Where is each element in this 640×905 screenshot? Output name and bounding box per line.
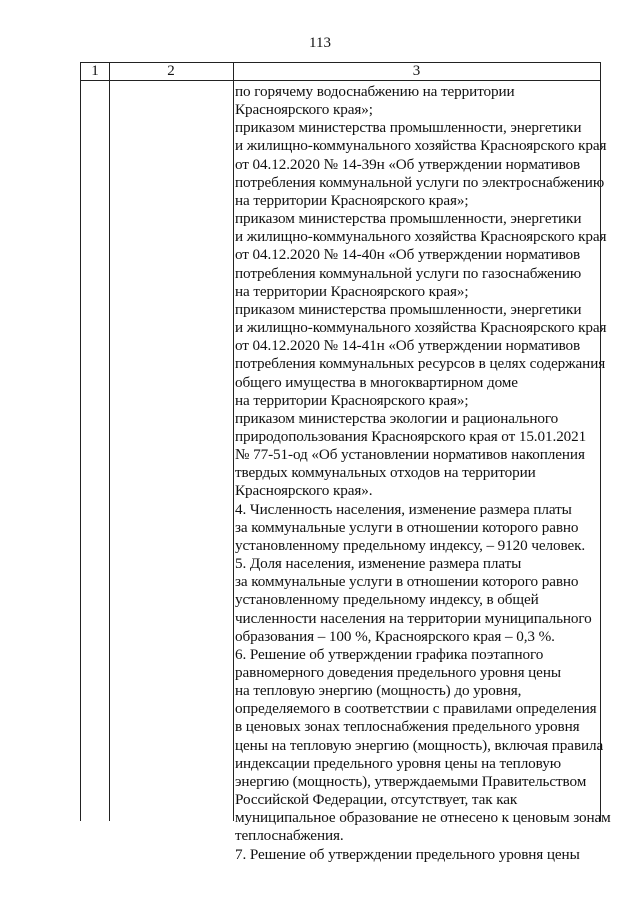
text-line: приказом министерства промышленности, энергетики xyxy=(235,300,582,318)
document-table xyxy=(80,62,611,863)
text-line: на территории Красноярского края»; xyxy=(235,191,469,209)
text-line: 4. Численность населения, изменение размера платы xyxy=(235,500,572,518)
table-header-row xyxy=(81,63,600,81)
column-header-3: 3 xyxy=(412,63,421,79)
text-line: и жилищно-коммунального хозяйства Красноярского края xyxy=(235,137,607,155)
text-line: по горячему водоснабжению на территории xyxy=(235,83,515,100)
text-line: 7. Решение об утверждении предельного уровня цены xyxy=(235,845,580,863)
text-line: потребления коммунальной услуги по газоснабжению xyxy=(235,264,582,282)
text-line: потребления коммунальной услуги по электроснабжению xyxy=(235,173,605,191)
text-line: Красноярского края». xyxy=(235,482,373,500)
text-line: потребления коммунальных ресурсов в целях содержания xyxy=(235,355,606,373)
text-line: численности населения на территории муниципального xyxy=(235,609,592,627)
text-line: приказом министерства промышленности, энергетики xyxy=(235,210,582,228)
text-line: индексации предельного уровня цены на тепловую xyxy=(235,754,561,772)
text-line: на тепловую энергию (мощность) до уровня, xyxy=(235,682,522,700)
page-number: 113 xyxy=(309,35,331,51)
text-line: Российской Федерации, отсутствует, так как xyxy=(235,791,518,809)
text-line: от 04.12.2020 № 14-41н «Об утверждении нормативов xyxy=(235,337,581,355)
text-line: приказом министерства экологии и рационального xyxy=(235,409,559,427)
text-line: 5. Доля населения, изменение размера платы xyxy=(235,555,522,573)
column-divider-1 xyxy=(109,63,110,821)
text-line: природопользования Красноярского края от 15.01.2021 xyxy=(235,427,587,445)
text-line: общего имущества в многоквартирном доме xyxy=(235,373,518,391)
text-line: твердых коммунальных отходов на территории xyxy=(235,464,536,482)
text-line: 6. Решение об утверждении графика поэтапного xyxy=(235,645,544,663)
column-header-1: 1 xyxy=(91,63,99,79)
text-line: и жилищно-коммунального хозяйства Красноярского края xyxy=(235,228,607,246)
text-line: за коммунальные услуги в отношении которого равно xyxy=(235,518,579,536)
column-3-text xyxy=(235,83,611,864)
text-line: цены на тепловую энергию (мощность), включая правила xyxy=(235,736,604,754)
text-line: приказом министерства промышленности, энергетики xyxy=(235,119,582,137)
text-line: и жилищно-коммунального хозяйства Красноярского края xyxy=(235,319,607,337)
column-header-2: 2 xyxy=(167,63,175,79)
text-line: от 04.12.2020 № 14-40н «Об утверждении нормативов xyxy=(235,246,581,264)
text-line: на территории Красноярского края»; xyxy=(235,391,469,409)
text-line: установленному предельному индексу, в общей xyxy=(235,591,539,609)
text-line: образования – 100 %, Красноярского края – 0,3 %. xyxy=(235,627,555,645)
text-line: от 04.12.2020 № 14-39н «Об утверждении нормативов xyxy=(235,155,581,173)
text-line: № 77-51-од «Об установлении нормативов накопления xyxy=(235,446,585,464)
text-line: муниципальное образование не отнесено к ценовым зонам xyxy=(235,809,611,827)
text-line: на территории Красноярского края»; xyxy=(235,282,469,300)
text-line: энергию (мощность), утверждаемыми Правительством xyxy=(235,772,587,790)
text-line: равномерного доведения предельного уровня цены xyxy=(235,664,561,681)
column-divider-2 xyxy=(233,63,234,821)
text-line: в ценовых зонах теплоснабжения предельного уровня xyxy=(235,718,580,736)
text-line: определяемого в соответствии с правилами определения xyxy=(235,700,597,718)
text-line: Красноярского края»; xyxy=(235,101,373,119)
text-line: теплоснабжения. xyxy=(235,827,344,845)
text-line: установленному предельному индексу, – 9120 человек. xyxy=(235,536,586,554)
text-line: за коммунальные услуги в отношении которого равно xyxy=(235,573,579,591)
